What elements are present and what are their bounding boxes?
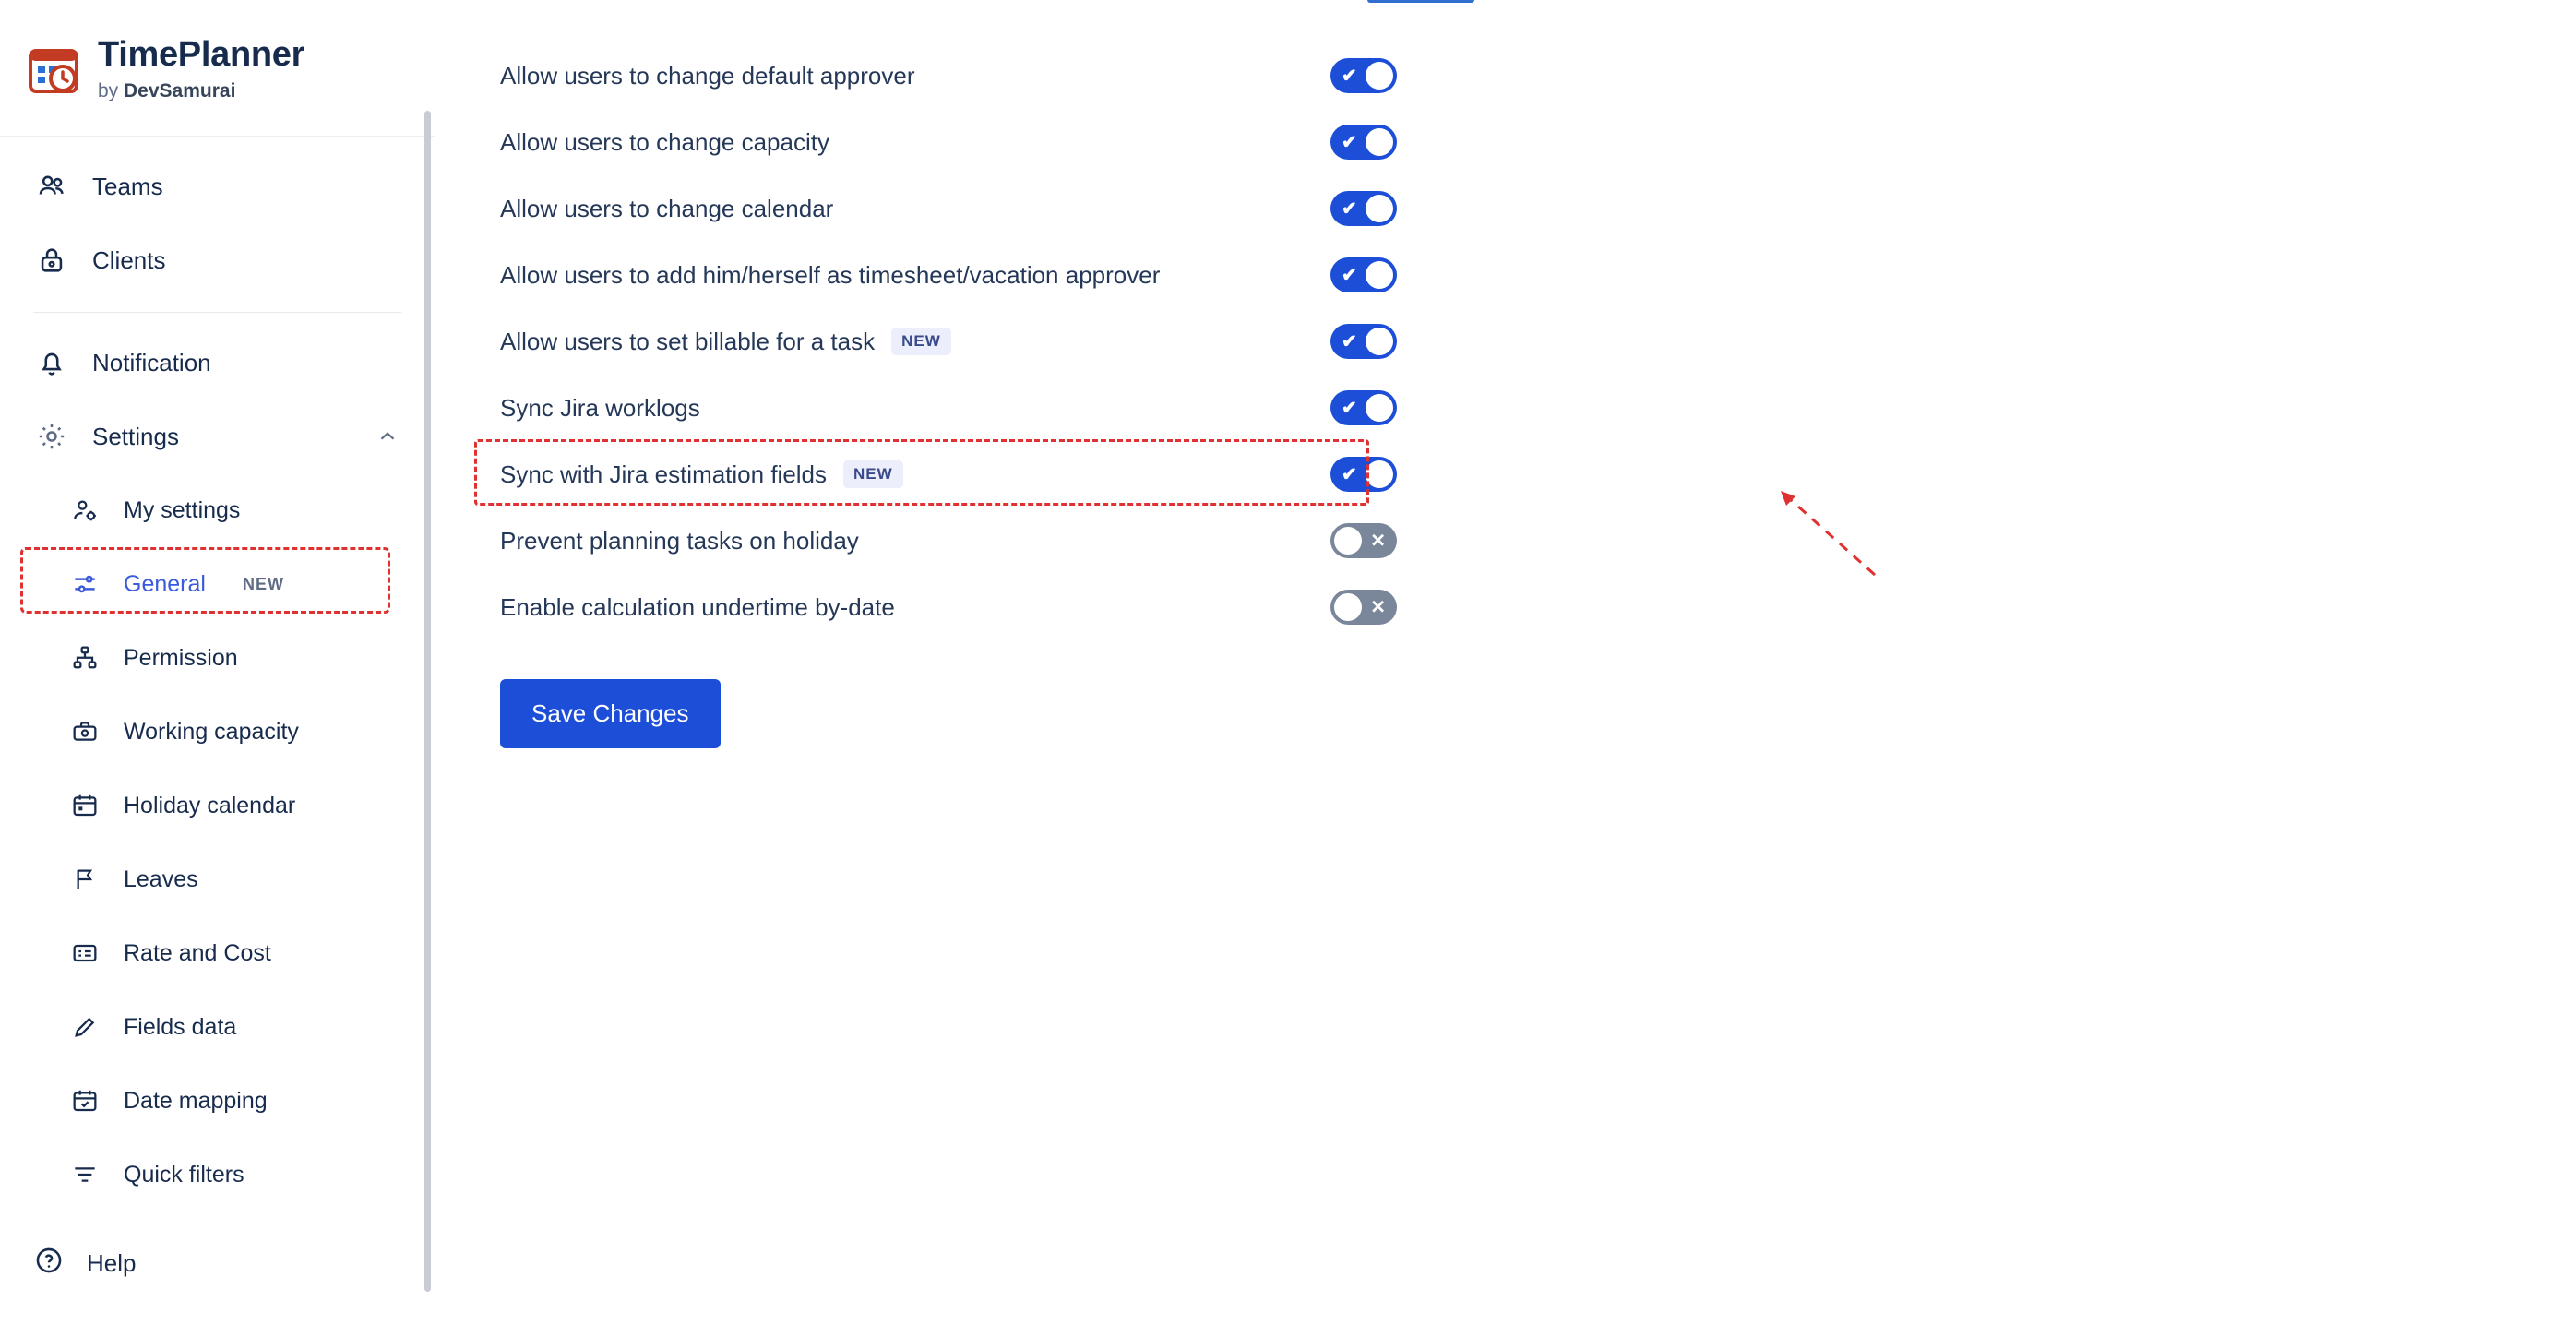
sidebar-item-holiday-calendar[interactable] xyxy=(0,769,435,842)
setting-label xyxy=(500,261,1330,290)
sidebar-item-clients[interactable] xyxy=(0,223,435,297)
toggle-knob xyxy=(1366,328,1393,355)
setting-label-text: Prevent planning tasks on holiday xyxy=(500,526,859,555)
toggle-knob xyxy=(1366,128,1393,156)
toggle-check-mark: ✔ xyxy=(1342,331,1357,352)
general-settings-list xyxy=(435,37,2576,748)
brand-by-name: DevSamurai xyxy=(124,79,236,101)
toggle-knob xyxy=(1366,460,1393,488)
sidebar-item-label: Permission xyxy=(124,644,238,671)
setting-label-text: Sync Jira worklogs xyxy=(500,393,700,422)
toggle-knob xyxy=(1366,62,1393,90)
sidebar-item-rate-and-cost[interactable] xyxy=(0,916,435,990)
toggle-check-mark: ✔ xyxy=(1342,198,1357,220)
sidebar-item-settings[interactable] xyxy=(0,400,435,473)
question-circle-icon xyxy=(33,1245,65,1283)
toggle-cross-mark: ✕ xyxy=(1370,597,1386,618)
calendar-icon xyxy=(66,787,103,824)
sidebar-item-date-mapping[interactable] xyxy=(0,1064,435,1138)
toggle-prevent-planning-on-holiday[interactable] xyxy=(1330,523,1397,558)
setting-label-text: Allow users to change capacity xyxy=(500,127,829,156)
people-icon xyxy=(33,168,70,205)
sidebar-help-label: Help xyxy=(87,1249,137,1277)
sidebar-item-label: Rate and Cost xyxy=(124,939,271,966)
toggle-knob xyxy=(1366,195,1393,222)
sidebar-item-label: Date mapping xyxy=(124,1087,268,1114)
toggle-check-mark: ✔ xyxy=(1342,464,1357,485)
filter-icon xyxy=(66,1156,103,1193)
toggle-allow-change-default-approver[interactable] xyxy=(1330,58,1397,93)
sidebar-item-leaves[interactable] xyxy=(0,842,435,916)
toggle-sync-jira-worklogs[interactable] xyxy=(1330,390,1397,425)
toggle-check-mark: ✔ xyxy=(1342,132,1357,153)
sidebar-item-teams[interactable] xyxy=(0,149,435,223)
sidebar-divider xyxy=(33,312,401,313)
sidebar-item-label: Settings xyxy=(92,422,179,450)
setting-row xyxy=(500,574,2576,640)
card-list-icon xyxy=(66,935,103,972)
setting-label xyxy=(500,128,1330,157)
setting-row xyxy=(500,375,2576,441)
settings-content xyxy=(435,0,2576,1325)
sidebar-item-notification[interactable] xyxy=(0,326,435,400)
sidebar-item-permission[interactable] xyxy=(0,621,435,695)
sliders-icon xyxy=(66,566,103,603)
toggle-knob xyxy=(1366,394,1393,422)
toggle-enable-undertime-by-date[interactable] xyxy=(1330,590,1397,625)
sidebar-item-label: Clients xyxy=(92,245,166,274)
org-chart-icon xyxy=(66,639,103,676)
sidebar-item-label: Working capacity xyxy=(124,718,299,745)
user-gear-icon xyxy=(66,492,103,529)
chevron-up-icon[interactable] xyxy=(374,423,401,450)
briefcase-clock-icon xyxy=(66,713,103,750)
setting-label xyxy=(500,593,1330,622)
toggle-knob xyxy=(1366,261,1393,289)
setting-label-text: Allow users to add him/herself as timesheet/vacation approver xyxy=(500,260,1161,289)
sidebar-item-working-capacity[interactable] xyxy=(0,695,435,769)
toggle-knob xyxy=(1334,593,1362,621)
setting-label xyxy=(500,394,1330,423)
toggle-allow-change-calendar[interactable] xyxy=(1330,191,1397,226)
toggle-allow-self-approver[interactable] xyxy=(1330,257,1397,292)
sidebar-item-general[interactable] xyxy=(0,547,435,621)
setting-row-sync-jira-estimation xyxy=(500,441,2576,507)
setting-row xyxy=(500,109,2576,175)
sidebar-item-label: Fields data xyxy=(124,1013,237,1040)
sidebar-item-label: My settings xyxy=(124,496,241,523)
gear-icon xyxy=(33,418,70,455)
sidebar-nav xyxy=(0,137,435,1212)
brand-title: TimePlanner xyxy=(98,35,305,75)
pencil-icon xyxy=(66,1009,103,1045)
setting-label xyxy=(500,527,1330,555)
setting-label-text: Allow users to set billable for a task xyxy=(500,327,876,355)
brand-header xyxy=(0,0,435,137)
setting-label xyxy=(500,460,1330,489)
sidebar-item-label: Quick filters xyxy=(124,1161,244,1188)
toggle-allow-set-billable[interactable] xyxy=(1330,324,1397,359)
flag-icon xyxy=(66,861,103,898)
setting-label xyxy=(500,195,1330,223)
toggle-cross-mark: ✕ xyxy=(1370,531,1386,552)
toggle-check-mark: ✔ xyxy=(1342,398,1357,419)
sidebar-item-label: Leaves xyxy=(124,865,198,892)
sidebar-item-label: Notification xyxy=(92,348,211,376)
calendar-clock-icon xyxy=(28,43,79,95)
setting-label-text: Allow users to change default approver xyxy=(500,61,915,90)
brand-subtitle xyxy=(98,80,304,101)
sidebar-item-quick-filters[interactable] xyxy=(0,1138,435,1212)
sidebar-general-new-badge: NEW xyxy=(242,574,284,593)
brand-by-prefix: by xyxy=(98,79,125,101)
setting-label-text: Sync with Jira estimation fields xyxy=(500,460,828,488)
new-badge: NEW xyxy=(891,328,951,355)
toggle-sync-jira-estimation-fields[interactable] xyxy=(1330,457,1397,492)
setting-row xyxy=(500,175,2576,242)
sidebar xyxy=(0,0,435,1325)
toggle-knob xyxy=(1334,527,1362,555)
toggle-check-mark: ✔ xyxy=(1342,66,1357,87)
setting-row xyxy=(500,42,2576,109)
sidebar-item-label: General xyxy=(124,570,206,597)
setting-row xyxy=(500,242,2576,308)
sidebar-item-fields-data[interactable] xyxy=(0,990,435,1064)
setting-label xyxy=(500,62,1330,90)
bell-icon xyxy=(33,344,70,381)
sidebar-item-label: Holiday calendar xyxy=(124,792,296,818)
save-changes-button[interactable]: Save Changes xyxy=(500,679,721,748)
new-badge: NEW xyxy=(843,460,903,488)
sidebar-item-help[interactable] xyxy=(0,1245,435,1283)
calendar-check-icon xyxy=(66,1082,103,1119)
setting-row xyxy=(500,308,2576,375)
setting-row xyxy=(500,507,2576,574)
setting-label-text: Enable calculation undertime by-date xyxy=(500,592,895,621)
toggle-allow-change-capacity[interactable] xyxy=(1330,125,1397,160)
toggle-check-mark: ✔ xyxy=(1342,265,1357,286)
user-lock-icon xyxy=(33,242,70,279)
sidebar-scrollbar[interactable] xyxy=(424,111,431,1292)
active-tab-indicator xyxy=(1367,0,1474,3)
sidebar-item-my-settings[interactable] xyxy=(0,473,435,547)
setting-label xyxy=(500,328,1330,356)
setting-label-text: Allow users to change calendar xyxy=(500,194,834,222)
sidebar-item-label: Teams xyxy=(92,172,163,200)
